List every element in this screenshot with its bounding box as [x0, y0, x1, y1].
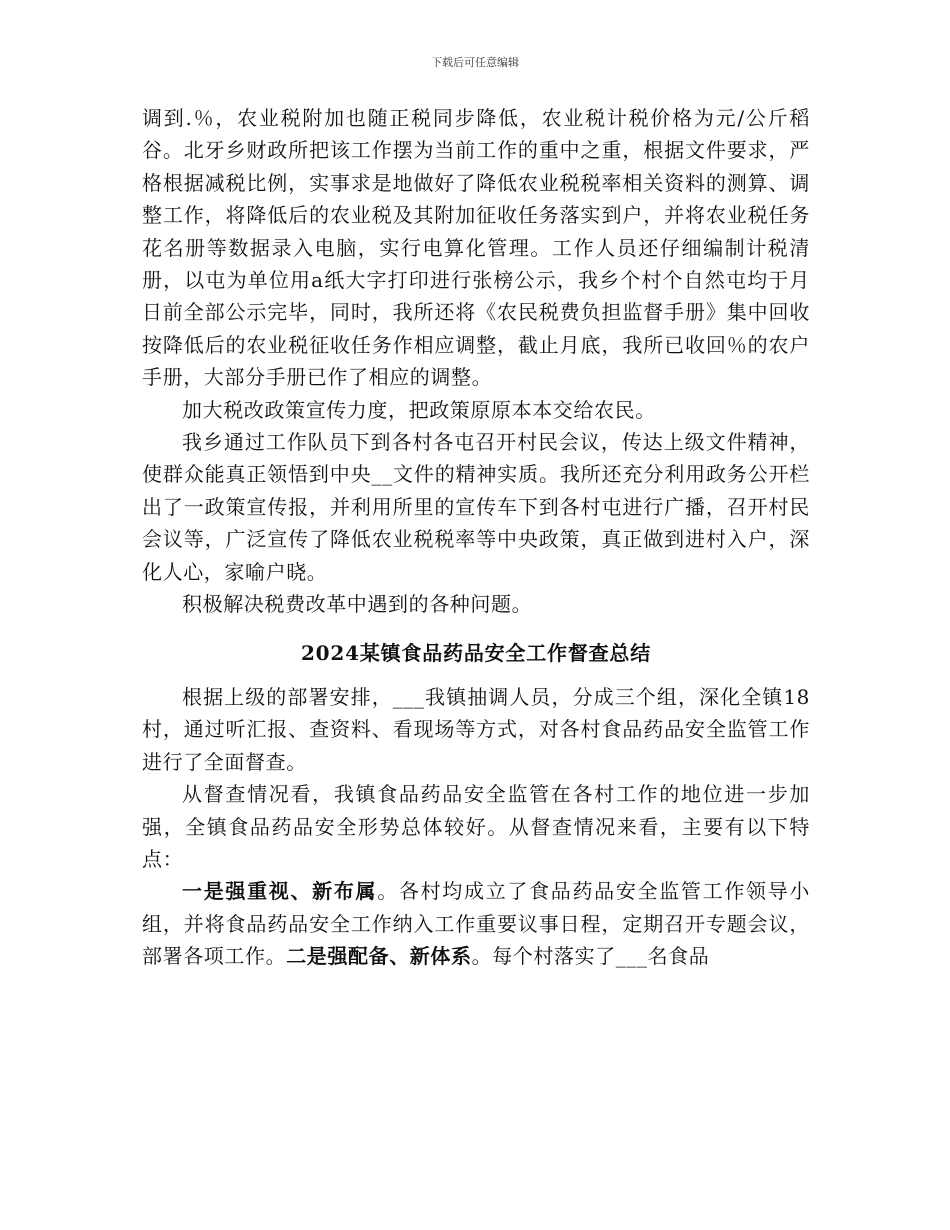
page-header: 下载后可任意编辑	[431, 56, 519, 69]
paragraph-7-text-1: 。各村均成立了食品药品安全监管工作领导小组，并将食品药品安全工作纳入工作重要议事日程，定期召开专题会议，部署各项工作。	[142, 879, 810, 969]
highlight-point-1: 一是强重视、新布属	[182, 879, 378, 904]
paragraph-7-text-2: 。每个村落实了___名食品	[471, 944, 710, 969]
paragraph-1: 调到.％，农业税附加也随正税同步降低，农业税计税价格为元/公斤稻谷。北牙乡财政所把该工作摆为当前工作的重中之重，根据文件要求，严格根据减税比例，实事求是地做好了降低农业税税率相关资料的测算、调整工作，将降低后的农业税及其附加征收任务落实到户，并将农业税任务花名册等数据录入电脑，实行电算化管理。工作人员还仔细编制计税清册，以屯为单位用a纸大字打印进行张榜公示，我乡个村个自然屯均于月日前全部公示完毕，同时，我所还将《农民税费负担监督手册》集中回收按降低后的农业税征收任务作相应调整，截止月底，我所已收回％的农户手册，大部分手册已作了相应的调整。	[142, 106, 810, 390]
highlight-point-2: 二是强配备、新体系	[286, 944, 472, 969]
paragraph-6: 从督查情况看，我镇食品药品安全监管在各村工作的地位进一步加强，全镇食品药品安全形势总体较好。从督查情况来看，主要有以下特点：	[142, 782, 810, 871]
document-body	[142, 102, 810, 973]
paragraph-2: 加大税改政策宣传力度，把政策原原本本交给农民。	[182, 397, 656, 422]
paragraph-4: 积极解决税费改革中遇到的各种问题。	[182, 592, 533, 617]
paragraph-5: 根据上级的部署安排，___我镇抽调人员，分成三个组，深化全镇18村，通过听汇报、查资料、看现场等方式，对各村食品药品安全监管工作进行了全面督查。	[142, 684, 810, 774]
paragraph-7	[142, 875, 810, 972]
paragraph-3: 我乡通过工作队员下到各村各屯召开村民会议，传达上级文件精神，使群众能真正领悟到中央__文件的精神实质。我所还充分利用政务公开栏出了一政策宣传报，并利用所里的宣传车下到各村屯进行广播，召开村民会议等，广泛宣传了降低农业税税率等中央政策，真正做到进村入户，深化人心，家喻户晓。	[142, 430, 810, 584]
document-title: 2024某镇食品药品安全工作督查总结	[300, 640, 652, 665]
